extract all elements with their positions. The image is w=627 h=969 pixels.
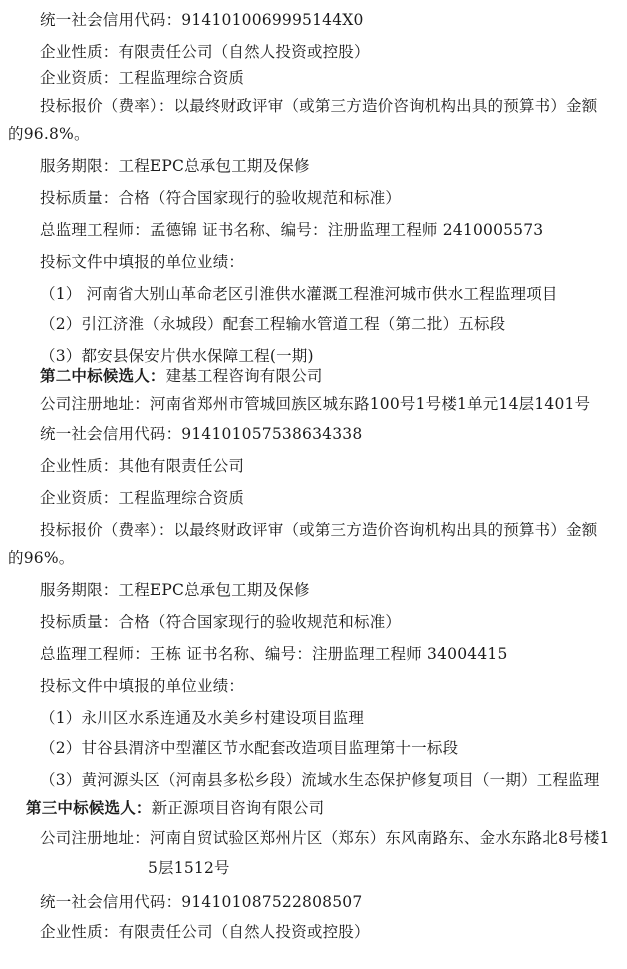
s1-bid-price-line2: 的96.8%。: [8, 125, 90, 143]
s1-bid-price-line1: 投标报价（费率）：以最终财政评审（或第三方造价咨询机构出具的预算书）金额: [40, 97, 598, 115]
s2-achievements-title: 投标文件中填报的单位业绩：: [40, 677, 245, 695]
s2-address: 公司注册地址：河南省郑州市管城回族区城东路100号1号楼1单元14层1401号: [40, 395, 591, 413]
s2-enterprise-nature: 企业性质：其他有限责任公司: [40, 457, 245, 475]
s1-enterprise-nature: 企业性质：有限责任公司（自然人投资或控股）: [40, 43, 370, 61]
s3-heading: [26, 798, 324, 818]
s3-address-line2: 5层1512号: [148, 859, 230, 877]
s1-achievement-item: （2）引江济淮（永城段）配套工程输水管道工程（第二批）五标段: [40, 315, 506, 333]
s3-heading-label: 第三中标候选人：: [26, 798, 152, 817]
s2-bid-price-line2: 的96%。: [8, 549, 75, 567]
s1-achievements-title: 投标文件中填报的单位业绩：: [40, 253, 245, 271]
s3-credit-code: 统一社会信用代码：914101087522808507: [40, 893, 363, 911]
s3-enterprise-nature: 企业性质：有限责任公司（自然人投资或控股）: [40, 923, 370, 941]
s2-heading: [40, 366, 323, 386]
s2-credit-code: 统一社会信用代码：914101057538634338: [40, 425, 363, 443]
s2-achievement-item: （1）永川区水系连通及水美乡村建设项目监理: [40, 709, 365, 727]
s2-heading-label: 第二中标候选人：: [40, 366, 166, 385]
s3-company-name: 新正源项目咨询有限公司: [151, 799, 325, 817]
s2-bid-quality: 投标质量：合格（符合国家现行的验收规范和标准）: [40, 613, 402, 631]
s3-address-line1: 公司注册地址：河南自贸试验区郑州片区（郑东）东风南路东、金水东路北8号楼1: [40, 829, 610, 847]
s2-achievement-item: （3）黄河源头区（河南县多松乡段）流域水生态保护修复项目（一期）工程监理: [40, 771, 600, 789]
s2-service-period: 服务期限：工程EPC总承包工期及保修: [40, 581, 310, 599]
s2-chief-engineer: 总监理工程师：王栋 证书名称、编号：注册监理工程师 34004415: [40, 645, 508, 663]
s2-achievement-item: （2）甘谷县渭济中型灌区节水配套改造项目监理第十一标段: [40, 739, 459, 757]
s1-achievement-item: （3）都安县保安片供水保障工程(一期): [40, 347, 314, 365]
s2-company-name: 建基工程咨询有限公司: [165, 367, 323, 385]
s2-bid-price-line1: 投标报价（费率）：以最终财政评审（或第三方造价咨询机构出具的预算书）金额: [40, 521, 598, 539]
s1-chief-engineer: 总监理工程师：孟德锦 证书名称、编号：注册监理工程师 2410005573: [40, 221, 544, 239]
s1-credit-code: 统一社会信用代码：9141010069995144X0: [40, 11, 364, 29]
s1-achievement-item: （1） 河南省大别山革命老区引淮供水灌溉工程淮河城市供水工程监理项目: [40, 285, 558, 303]
s2-enterprise-qualification: 企业资质：工程监理综合资质: [40, 489, 245, 507]
s1-enterprise-qualification: 企业资质：工程监理综合资质: [40, 69, 245, 87]
s1-bid-quality: 投标质量：合格（符合国家现行的验收规范和标准）: [40, 189, 402, 207]
s1-service-period: 服务期限：工程EPC总承包工期及保修: [40, 157, 310, 175]
